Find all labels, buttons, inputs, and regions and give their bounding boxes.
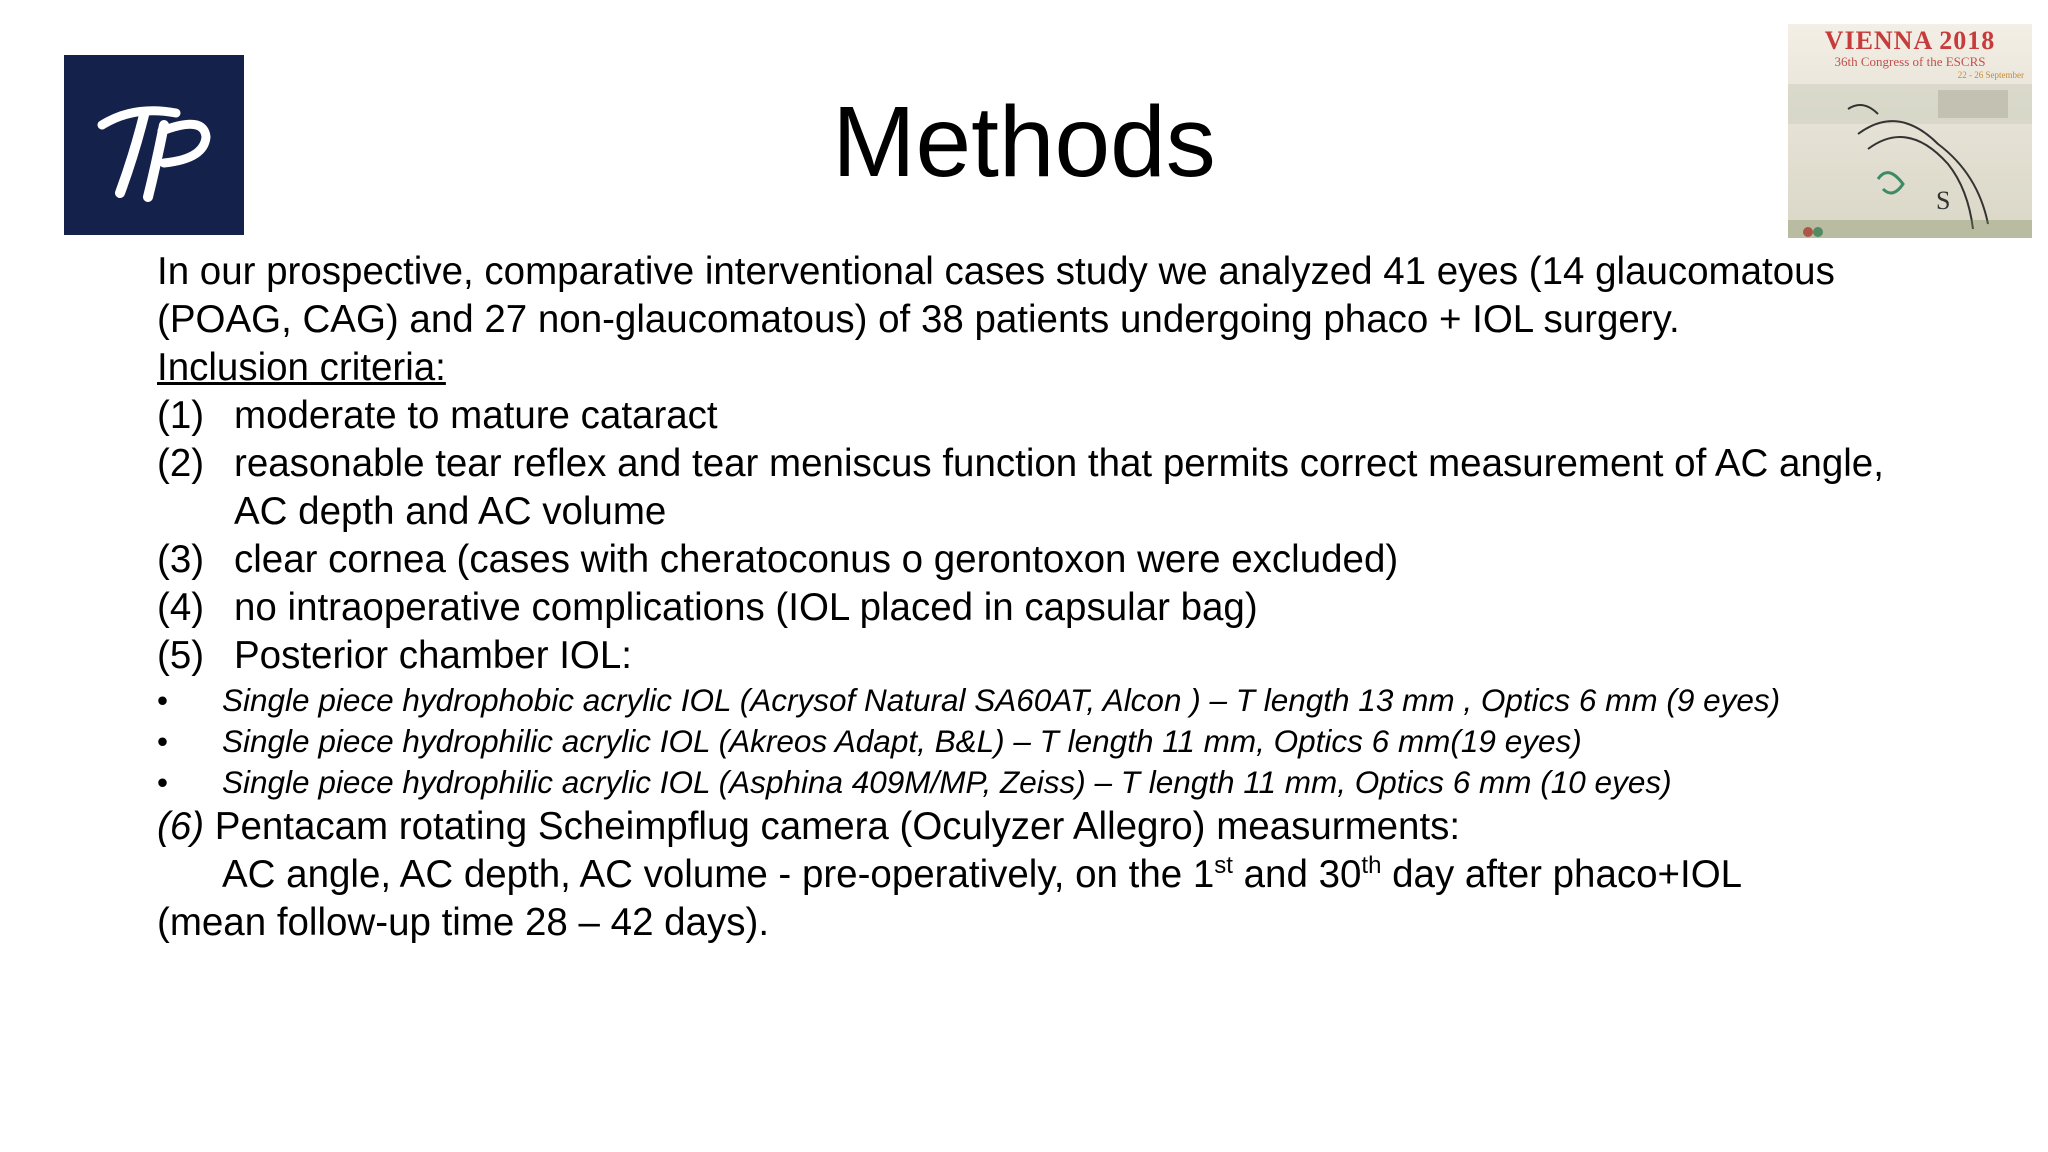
- criterion-5: [157, 632, 2017, 680]
- iol-type-2: [157, 721, 2017, 762]
- measurement-timing-line: [157, 851, 2017, 899]
- iol-type-3: [157, 762, 2017, 803]
- criterion-1: [157, 392, 2017, 440]
- iol-type-1: [157, 680, 2017, 721]
- svg-text:S: S: [1936, 186, 1951, 215]
- iol-type-text: Single piece hydrophilic acrylic IOL (Asphina 409M/MP, Zeiss) – T length 11 mm, Optics 6 mm (10 eyes): [222, 764, 1672, 800]
- criterion-number: (1): [157, 394, 205, 437]
- iol-type-text: Single piece hydrophilic acrylic IOL (Akreos Adapt, B&L) – T length 11 mm, Optics 6 mm(19 eyes): [222, 723, 1582, 759]
- criterion-number: (2): [157, 442, 205, 485]
- bullet-icon: •: [157, 723, 169, 759]
- ordinal-st: st: [1214, 852, 1233, 879]
- criterion-2: [157, 440, 2017, 488]
- timing-text-a: AC angle, AC depth, AC volume - pre-operatively, on the 1: [222, 853, 1215, 896]
- criterion-4: [157, 584, 2017, 632]
- slide-title: Methods: [832, 86, 1216, 198]
- pentacam-number: (6): [157, 805, 205, 848]
- ordinal-th: th: [1361, 852, 1382, 879]
- congress-date: 22 - 26 September: [1957, 70, 2024, 80]
- timing-text-b: and 30: [1232, 853, 1362, 896]
- inclusion-heading-row: [157, 344, 2017, 392]
- follow-up-line: (mean follow-up time 28 – 42 days).: [157, 901, 770, 944]
- inclusion-heading: Inclusion criteria:: [157, 346, 446, 389]
- intro-line-2: (POAG, CAG) and 27 non-glaucomatous) of 38 patients undergoing phaco + IOL surgery.: [157, 298, 1680, 341]
- criterion-number: (5): [157, 634, 205, 677]
- criterion-text: Posterior chamber IOL:: [234, 634, 632, 677]
- bullet-icon: •: [157, 764, 169, 800]
- timing-text-c: day after phaco+IOL: [1381, 853, 1743, 896]
- slide-body: [157, 248, 2017, 947]
- pentacam-line: [157, 803, 2017, 851]
- bullet-icon: •: [157, 682, 169, 718]
- pentacam-text: Pentacam rotating Scheimpflug camera (Oculyzer Allegro) measurments:: [204, 805, 1461, 848]
- criterion-text: clear cornea (cases with cheratoconus o gerontoxon were excluded): [234, 538, 1399, 581]
- congress-title: VIENNA 2018: [1824, 26, 1996, 55]
- intro-line-1: In our prospective, comparative interventional cases study we analyzed 41 eyes (14 glaucomatous: [157, 250, 1835, 293]
- criterion-3: [157, 536, 2017, 584]
- criterion-number: (4): [157, 586, 205, 629]
- criterion-number: (3): [157, 538, 205, 581]
- criterion-text: reasonable tear reflex and tear meniscus function that permits correct measurement of AC angle,: [234, 442, 1884, 485]
- criterion-text: moderate to mature cataract: [234, 394, 718, 437]
- criterion-2-continuation: AC depth and AC volume: [234, 490, 667, 533]
- iol-type-text: Single piece hydrophobic acrylic IOL (Acrysof Natural SA60AT, Alcon ) – T length 13 mm , Optics 6 mm (9 eyes): [222, 682, 1781, 718]
- congress-subtitle: 36th Congress of the ESCRS: [1834, 54, 1986, 69]
- criterion-text: no intraoperative complications (IOL placed in capsular bag): [234, 586, 1258, 629]
